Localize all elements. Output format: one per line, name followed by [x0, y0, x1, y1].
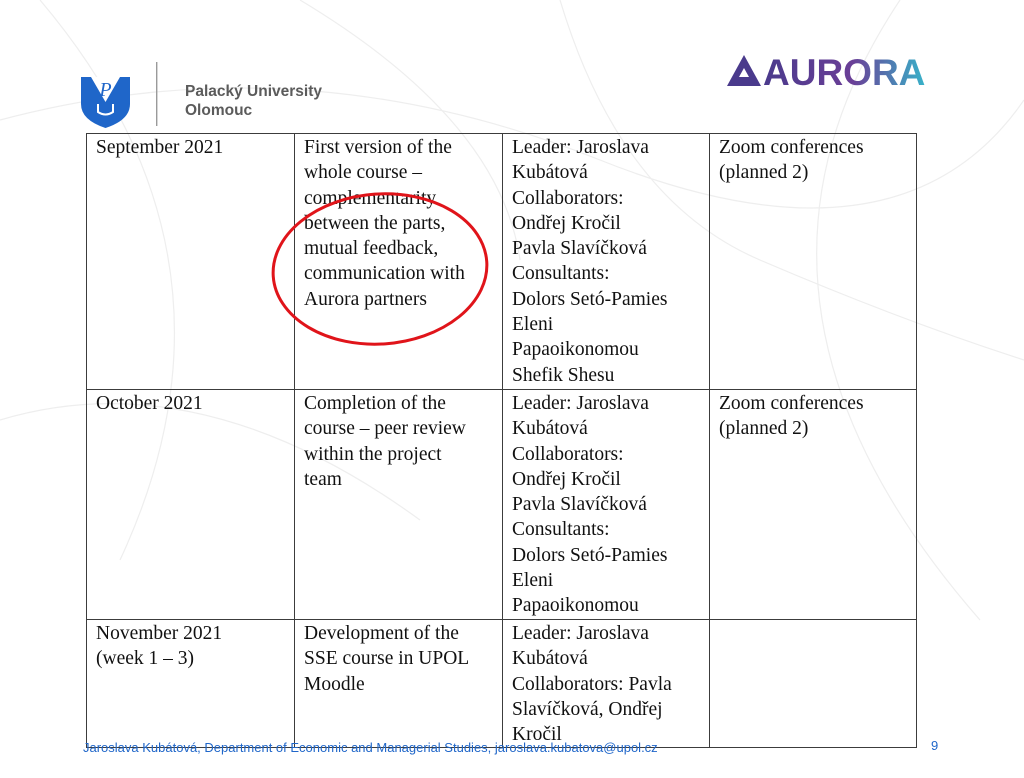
- date-cell-line: October 2021: [96, 393, 203, 414]
- activity-cell-line: First version of the: [304, 137, 452, 158]
- people-cell-line: Eleni: [512, 314, 554, 336]
- activity-cell-line: course – peer review: [304, 418, 466, 440]
- people-cell-line: Ondřej Kročil: [512, 212, 621, 234]
- activity-cell: [295, 390, 503, 620]
- people-cell-line: Shefik Shesu: [512, 364, 615, 386]
- university-name-line1: Palacký University: [185, 83, 323, 100]
- people-cell-line: Consultants:: [512, 519, 610, 541]
- activity-cell-line: Aurora partners: [304, 288, 427, 310]
- schedule-table: [86, 133, 917, 748]
- format-cell: [710, 134, 917, 390]
- people-cell: [503, 134, 710, 390]
- people-cell-line: Slavíčková, Ondřej: [512, 698, 663, 720]
- table-row: [87, 620, 917, 748]
- svg-text:P: P: [99, 79, 112, 101]
- people-cell-line: Leader: Jaroslava: [512, 393, 649, 414]
- format-cell-line: Zoom conferences: [719, 393, 864, 414]
- people-cell-line: Collaborators: Pavla: [512, 673, 672, 695]
- format-cell-line: Zoom conferences: [719, 137, 864, 158]
- upol-shield-icon: [81, 77, 130, 128]
- date-cell-line: (week 1 – 3): [96, 648, 195, 670]
- university-name: [185, 82, 322, 120]
- activity-cell-line: between the parts,: [304, 212, 446, 234]
- people-cell-line: Ondřej Kročil: [512, 468, 621, 490]
- date-cell-line: September 2021: [96, 137, 224, 158]
- people-cell-line: Leader: Jaroslava: [512, 623, 649, 644]
- people-cell-line: Pavla Slavíčková: [512, 238, 647, 260]
- activity-cell-line: complementarity: [304, 187, 437, 209]
- activity-cell-line: communication with: [304, 263, 465, 285]
- people-cell-line: Pavla Slavíčková: [512, 494, 647, 516]
- format-cell-line: (planned 2): [719, 418, 809, 440]
- university-name-line2: Olomouc: [185, 102, 253, 119]
- people-cell-line: Consultants:: [512, 263, 610, 285]
- people-cell-line: Kubátová: [512, 162, 588, 184]
- people-cell-line: Collaborators:: [512, 187, 624, 209]
- aurora-wordmark: [727, 52, 925, 92]
- format-cell-line: (planned 2): [719, 162, 809, 184]
- people-cell-line: Eleni: [512, 570, 554, 592]
- activity-cell-line: SSE course in UPOL: [304, 648, 470, 670]
- activity-cell-line: Completion of the: [304, 393, 446, 414]
- table-row: [87, 134, 917, 390]
- activity-cell-line: mutual feedback,: [304, 238, 439, 260]
- activity-cell: [295, 134, 503, 390]
- schedule-table-body: [87, 134, 917, 748]
- aurora-wordmark-text: AURORA: [763, 52, 926, 92]
- activity-cell-line: Moodle: [304, 673, 365, 695]
- date-cell: [87, 620, 295, 748]
- activity-cell-line: team: [304, 468, 342, 490]
- activity-cell: [295, 620, 503, 748]
- people-cell-line: Collaborators:: [512, 443, 624, 465]
- people-cell-line: Kubátová: [512, 648, 588, 670]
- table-row: [87, 390, 917, 620]
- date-cell: [87, 390, 295, 620]
- date-cell-line: November 2021: [96, 623, 223, 644]
- people-cell: [503, 390, 710, 620]
- activity-cell-line: within the project: [304, 443, 442, 465]
- people-cell-line: Papaoikonomou: [512, 339, 639, 361]
- people-cell-line: Dolors Setó-Pamies: [512, 544, 668, 566]
- footer-author: Jaroslava Kubátová, Department of Economic and Managerial Studies, jaroslava.kubatova@upol.cz: [83, 740, 658, 755]
- people-cell-line: Leader: Jaroslava: [512, 137, 649, 158]
- people-cell-line: Papaoikonomou: [512, 595, 639, 617]
- date-cell: [87, 134, 295, 390]
- activity-cell-line: Development of the: [304, 623, 459, 644]
- people-cell: [503, 620, 710, 748]
- people-cell-line: Kročil: [512, 724, 562, 746]
- people-cell-line: Dolors Setó-Pamies: [512, 288, 668, 310]
- aurora-logo: [724, 50, 936, 92]
- activity-cell-line: whole course –: [304, 162, 423, 184]
- page-number: 9: [931, 738, 939, 753]
- people-cell-line: Kubátová: [512, 418, 588, 440]
- format-cell: [710, 620, 917, 748]
- logo-divider: [156, 62, 157, 126]
- format-cell: [710, 390, 917, 620]
